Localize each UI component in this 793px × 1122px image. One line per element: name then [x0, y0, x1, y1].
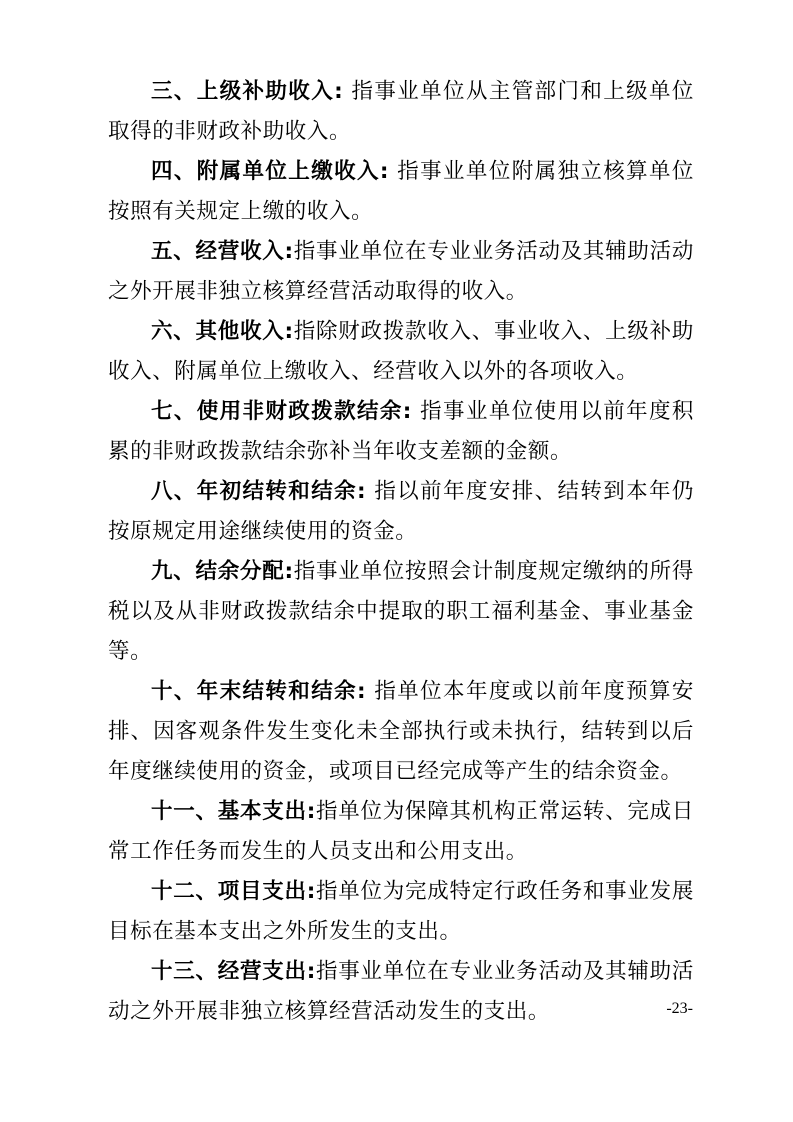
definitions-list	[108, 72, 694, 1032]
definition-text: 指事业单位附属独立核算单位按照有关规定上缴的收入。	[108, 159, 694, 224]
definition-text: 指除财政拨款收入、事业收入、上级补助收入、附属单位上缴收入、经营收入以外的各项收入。	[108, 319, 694, 384]
page-number: -23-	[666, 1000, 693, 1017]
definition-term: 十二、项目支出:	[151, 879, 316, 904]
definition-term: 八、年初结转和结余:	[151, 479, 367, 504]
definition-term: 五、经营收入:	[151, 239, 294, 264]
definition-paragraph	[108, 72, 694, 152]
definition-text: 指单位为保障其机构正常运转、完成日常工作任务而发生的人员支出和公用支出。	[108, 799, 694, 864]
definition-paragraph	[108, 872, 694, 952]
definition-text: 指单位本年度或以前年度预算安排、因客观条件发生变化未全部执行或未执行，结转到以后年度继续使用的资金，或项目已经完成等产生的结余资金。	[108, 679, 695, 784]
definition-paragraph	[108, 952, 694, 1032]
definition-paragraph	[108, 232, 694, 312]
definition-term: 六、其他收入:	[151, 319, 294, 344]
definition-text: 指以前年度安排、结转到本年仍按原规定用途继续使用的资金。	[108, 479, 695, 544]
definition-term: 四、附属单位上缴收入:	[151, 159, 390, 184]
definition-paragraph	[108, 552, 694, 672]
definition-text: 指事业单位在专业业务活动及其辅助活动之外开展非独立核算经营活动取得的收入。	[108, 239, 694, 304]
definition-term: 七、使用非财政拨款结余:	[151, 399, 412, 424]
definition-term: 三、上级补助收入:	[151, 79, 344, 104]
definition-paragraph	[108, 312, 694, 392]
definition-term: 十一、基本支出:	[151, 799, 316, 824]
definition-paragraph	[108, 792, 694, 872]
definition-term: 十三、经营支出:	[151, 959, 316, 984]
definition-text: 指事业单位从主管部门和上级单位取得的非财政补助收入。	[108, 79, 695, 144]
definition-text: 指事业单位按照会计制度规定缴纳的所得税以及从非财政拨款结余中提取的职工福利基金、事业基金等。	[108, 559, 694, 664]
definition-term: 九、结余分配:	[151, 559, 294, 584]
definition-paragraph	[108, 392, 694, 472]
definition-text: 指事业单位使用以前年度积累的非财政拨款结余弥补当年收支差额的金额。	[108, 399, 695, 464]
definition-text: 指单位为完成特定行政任务和事业发展目标在基本支出之外所发生的支出。	[108, 879, 694, 944]
definition-term: 十、年末结转和结余:	[151, 679, 367, 704]
definition-paragraph	[108, 472, 694, 552]
definition-text: 指事业单位在专业业务活动及其辅助活动之外开展非独立核算经营活动发生的支出。	[108, 959, 694, 1024]
definition-paragraph	[108, 152, 694, 232]
definition-paragraph	[108, 672, 694, 792]
